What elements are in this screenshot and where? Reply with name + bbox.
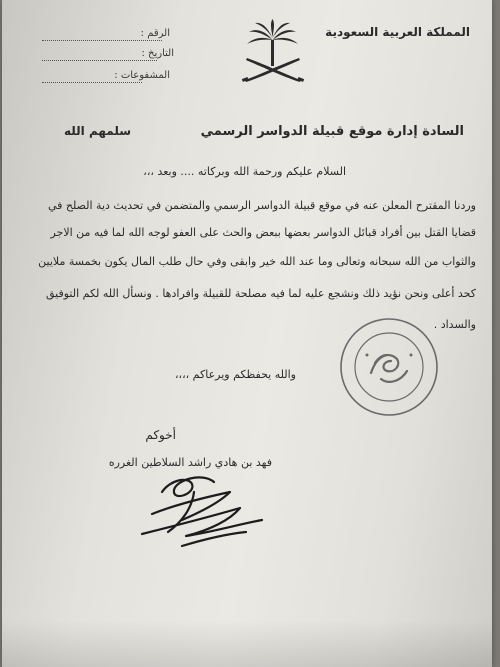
- official-stamp: [337, 315, 441, 419]
- reference-line: [42, 40, 162, 41]
- date-line: [42, 60, 157, 61]
- reference-label: الرقم :: [140, 28, 170, 39]
- signature: [122, 462, 302, 552]
- body-line: والثواب من الله سبحانه وتعالى وما عند الله خير وابقى وفي حال طلب المال يكون بخمسة ملايين: [38, 255, 476, 268]
- saudi-emblem-icon: [237, 18, 309, 88]
- body-line: وردنا المقترح المعلن عنه في موقع قبيلة الدواسر الرسمي والمتضمن في تحديث دية الصلح في: [47, 199, 476, 212]
- sender-title: أخوكم: [145, 428, 176, 442]
- kingdom-title: المملكة العربية السعودية: [325, 25, 470, 39]
- body-line: قضايا القتل بين أفراد قبائل الدواسر بعضها ببعض والحث على العفو لوجه الله لما فيه من الاجر: [50, 226, 476, 239]
- addressee: السادة إدارة موقع قبيلة الدواسر الرسمي: [200, 124, 464, 139]
- body-line: كحد أعلى ونحن نؤيد ذلك ونشجع عليه لما فيه مصلحة للقبيلة وافرادها . ونسأل الله لكم التوفيق: [45, 287, 476, 300]
- body-line: والسداد .: [433, 318, 476, 331]
- greeting: السلام عليكم ورحمة الله وبركاته .... وبعد ،،،: [143, 165, 346, 178]
- sender-name: فهد بن هادي راشد السلاطين الغرره: [108, 456, 272, 469]
- date-label: التاريخ :: [141, 48, 174, 59]
- salutation: سلمهم الله: [64, 124, 132, 138]
- bottom-shadow: [2, 620, 492, 667]
- attachments-line: [42, 82, 142, 83]
- letter-page: [2, 0, 492, 667]
- attachments-label: المشفوعات :: [114, 70, 170, 81]
- closing-line: والله يحفظكم ويرعاكم ،،،،: [174, 368, 296, 381]
